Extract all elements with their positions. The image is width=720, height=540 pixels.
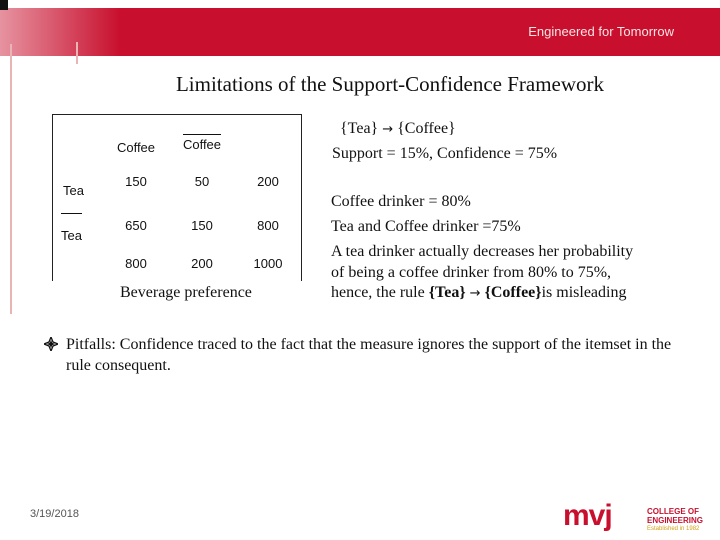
analysis-text: hence, the rule [331, 284, 425, 301]
diamond-bullet-icon [44, 337, 58, 351]
rule-antecedent: {Tea} [428, 284, 466, 301]
analysis-line-1: Coffee drinker = 80% [331, 193, 471, 210]
row-label-not-tea [61, 213, 82, 243]
header-bar [0, 8, 720, 56]
logo-line: COLLEGE OF [647, 507, 699, 516]
analysis-line-2: Tea and Coffee drinker =75% [331, 218, 521, 235]
table-cell: 150 [191, 218, 213, 233]
rule-antecedent: {Tea} [340, 120, 379, 137]
table-cell: 800 [125, 256, 147, 271]
table-cell: 1000 [253, 256, 283, 271]
table-caption: Beverage preference [120, 284, 252, 301]
header-tagline: Engineered for Tomorrow [528, 24, 674, 39]
analysis-line-4: of being a coffee drinker from 80% to 75%, [331, 264, 612, 281]
analysis-text: is misleading [541, 284, 627, 301]
logo-established: Established in 1982 [647, 526, 700, 532]
accent-line-short [76, 42, 78, 64]
col-header-label: Coffee [116, 140, 156, 155]
rule-line [340, 120, 456, 138]
rule-consequent: {Coffee} [484, 284, 542, 301]
corner-mark [0, 0, 8, 10]
col-header-coffee [106, 140, 166, 155]
rule-arrow-icon: → [469, 286, 481, 301]
row-label-text: Tea [63, 183, 84, 198]
header-fade [0, 8, 120, 56]
table-cell: 150 [125, 174, 147, 189]
slide-date: 3/19/2018 [30, 508, 79, 520]
table-cell: 50 [194, 174, 210, 189]
rule-consequent: {Coffee} [397, 120, 456, 137]
analysis-line-3: A tea drinker actually decreases her probability [331, 243, 634, 260]
table-cell: 200 [257, 174, 279, 189]
logo-mark: mvj [563, 499, 612, 532]
analysis-line-5 [331, 284, 626, 302]
rule-arrow-icon: → [382, 122, 394, 137]
slide-title: Limitations of the Support-Confidence Framework [175, 72, 605, 96]
col-header-not-coffee [172, 134, 232, 152]
table-cell: 650 [125, 218, 147, 233]
row-label-text: Tea [61, 213, 82, 243]
row-label-tea [63, 183, 84, 198]
pitfalls-text: Pitfalls: Confidence traced to the fact that the measure ignores the support of the itemset in the rule consequent. [66, 336, 672, 374]
college-logo [563, 499, 713, 539]
logo-line: ENGINEERING [647, 516, 704, 525]
table-cell: 200 [191, 256, 213, 271]
table-cell: 800 [257, 218, 279, 233]
logo-text [647, 507, 703, 534]
col-header-label: Coffee [183, 134, 221, 152]
rule-metrics: Support = 15%, Confidence = 75% [332, 145, 558, 162]
